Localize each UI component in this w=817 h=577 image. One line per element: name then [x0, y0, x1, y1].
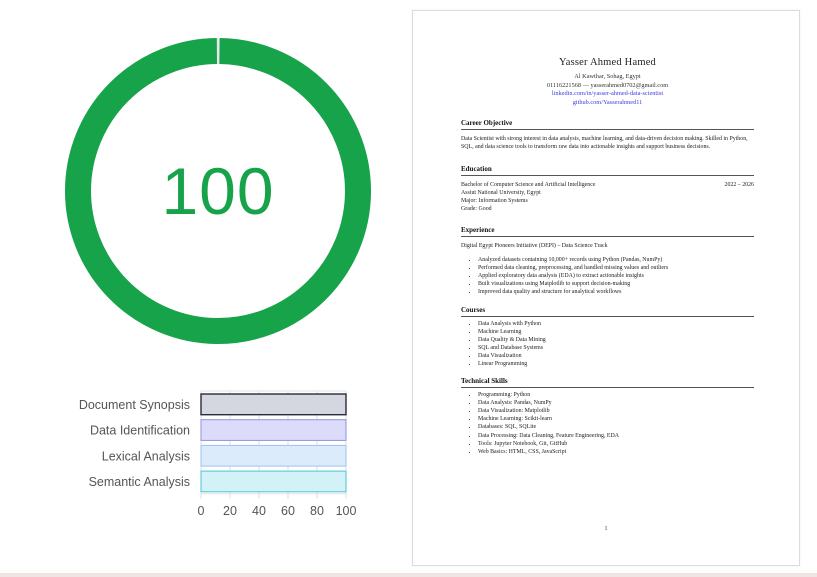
courses-list	[461, 320, 754, 369]
section-education-title: Education	[461, 165, 754, 176]
contact-github-link[interactable]: github.com/Yasserahmed11	[572, 98, 643, 106]
chart-category-label: Lexical Analysis	[101, 449, 190, 464]
chart-x-tick-label: 100	[335, 503, 357, 518]
score-gauge	[63, 36, 373, 346]
list-item: • Programming: Python	[478, 391, 754, 399]
list-item: • SQL and Database Systems	[478, 344, 754, 352]
education-grade: Grade: Good	[461, 205, 492, 212]
bar-chart-svg	[0, 386, 380, 526]
chart-x-tick-label: 60	[281, 503, 295, 518]
chart-category-label: Data Identification	[89, 423, 190, 438]
list-item: • Data Visualization: Matplotlib	[478, 407, 754, 415]
list-item: • Analyzed datasets containing 10,000+ records using Python (Pandas, NumPy)	[478, 256, 754, 264]
resume-contact	[461, 73, 754, 107]
skills-list	[461, 391, 754, 456]
section-career-text: Data Scientist with strong interest in data analysis, machine learning, and data-driven decision making. Skilled in Python, SQL, and data science tools to transform raw data into actionable insights and support business decisions.	[461, 136, 748, 151]
list-item: • Improved data quality and structure for analytical workflows	[478, 288, 754, 296]
list-item: • Built visualizations using Matplotlib to support decision-making	[478, 280, 754, 288]
page-number: 1	[604, 525, 608, 532]
list-item: • Linear Programming	[478, 360, 754, 368]
chart-x-tick-label: 40	[252, 503, 266, 518]
analysis-bar-chart	[0, 386, 380, 526]
contact-linkedin-link[interactable]: linkedin.com/in/yasser-ahmed-data-scientist	[551, 90, 664, 98]
section-courses-title: Courses	[461, 306, 754, 317]
list-item: • Machine Learning	[478, 328, 754, 336]
resume-name: Yasser Ahmed Hamed	[558, 57, 657, 68]
list-item: • Performed data cleaning, preprocessing, and handled missing values and outliers	[478, 264, 754, 272]
list-item: • Tools: Jupyter Notebook, Git, GitHub	[478, 440, 754, 448]
section-experience-title: Experience	[461, 226, 754, 237]
education-university: Assiut National University, Egypt	[461, 189, 541, 196]
gauge-score-value: 100	[161, 154, 275, 228]
education-major: Major: Information Systems	[461, 197, 528, 204]
education-years: 2022 – 2026	[724, 181, 754, 188]
contact-location: Al Kawthar, Sohag, Egypt	[574, 73, 641, 80]
list-item: • Data Processing: Data Cleaning, Feature Engineering, EDA	[478, 432, 754, 440]
chart-x-tick-label: 80	[310, 503, 324, 518]
list-item: • Databases: SQL, SQLite	[478, 423, 754, 431]
chart-category-label: Semantic Analysis	[88, 474, 190, 489]
list-item: • Data Analysis with Python	[478, 320, 754, 328]
experience-list	[461, 256, 754, 296]
list-item: • Data Visualization	[478, 352, 754, 360]
chart-x-tick-label: 0	[197, 503, 205, 518]
chart-bar	[201, 420, 346, 441]
resume-content	[461, 57, 754, 456]
contact-phone-email: 01116221568 — yasserahmed0702@gmail.com	[546, 81, 669, 89]
education-degree: Bachelor of Computer Science and Artificial Intelligence	[461, 181, 596, 188]
section-education-body	[461, 181, 754, 213]
resume-page	[412, 10, 800, 566]
list-item: • Data Analysis: Pandas, NumPy	[478, 399, 754, 407]
list-item: • Machine Learning: Scikit-learn	[478, 415, 754, 423]
education-degree-row	[461, 181, 754, 189]
chart-category-label: Document Synopsis	[78, 397, 190, 412]
chart-bar	[201, 394, 346, 415]
section-career-title: Career Objective	[461, 119, 754, 130]
experience-role: Digital Egypt Pioneers Initiative (DEPI) – Data Science Track	[461, 242, 608, 249]
chart-x-tick-label: 20	[223, 503, 237, 518]
list-item: • Data Quality & Data Mining	[478, 336, 754, 344]
chart-bar	[201, 445, 346, 466]
list-item: • Applied exploratory data analysis (EDA) to extract actionable insights	[478, 272, 754, 280]
list-item: • Web Basics: HTML, CSS, JavaScript	[478, 448, 754, 456]
window-bottom-edge	[0, 573, 817, 577]
section-skills-title: Technical Skills	[461, 377, 754, 388]
chart-bar	[201, 471, 346, 492]
